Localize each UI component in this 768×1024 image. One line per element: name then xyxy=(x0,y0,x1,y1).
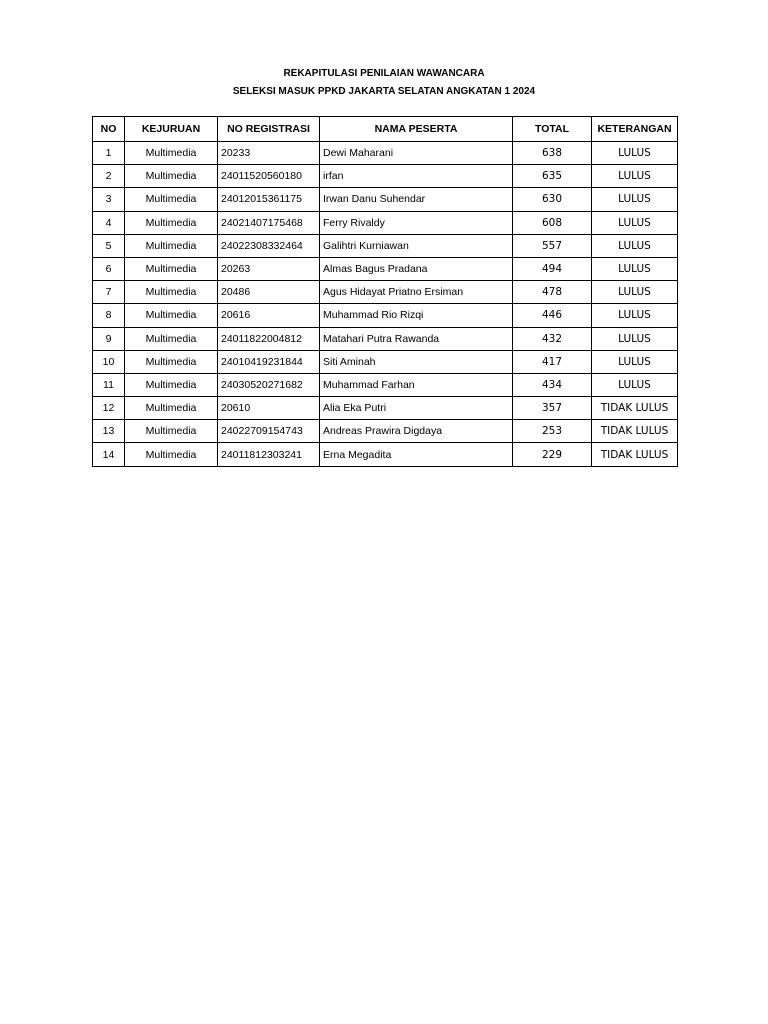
header-kejuruan: KEJURUAN xyxy=(125,117,218,142)
cell-no: 1 xyxy=(93,142,125,165)
cell-no-registrasi: 24012015361175 xyxy=(218,188,320,211)
cell-no: 5 xyxy=(93,234,125,257)
cell-kejuruan: Multimedia xyxy=(125,211,218,234)
cell-no-registrasi: 24011520560180 xyxy=(218,165,320,188)
cell-keterangan: TIDAK LULUS xyxy=(592,420,678,443)
cell-keterangan: LULUS xyxy=(592,257,678,280)
cell-keterangan: LULUS xyxy=(592,373,678,396)
cell-kejuruan: Multimedia xyxy=(125,257,218,280)
cell-no-registrasi: 24011812303241 xyxy=(218,443,320,466)
cell-no-registrasi: 24022709154743 xyxy=(218,420,320,443)
cell-nama-peserta: Agus Hidayat Priatno Ersiman xyxy=(320,281,513,304)
cell-nama-peserta: Muhammad Rio Rizqi xyxy=(320,304,513,327)
cell-total: 478 xyxy=(513,281,592,304)
cell-no: 14 xyxy=(93,443,125,466)
cell-keterangan: LULUS xyxy=(592,142,678,165)
cell-no-registrasi: 24011822004812 xyxy=(218,327,320,350)
cell-nama-peserta: Muhammad Farhan xyxy=(320,373,513,396)
header-keterangan: KETERANGAN xyxy=(592,117,678,142)
cell-total: 630 xyxy=(513,188,592,211)
cell-nama-peserta: irfan xyxy=(320,165,513,188)
cell-no: 8 xyxy=(93,304,125,327)
table-row xyxy=(93,165,678,188)
table-row xyxy=(93,211,678,234)
cell-no-registrasi: 24022308332464 xyxy=(218,234,320,257)
cell-no: 7 xyxy=(93,281,125,304)
cell-nama-peserta: Andreas Prawira Digdaya xyxy=(320,420,513,443)
cell-no-registrasi: 20486 xyxy=(218,281,320,304)
cell-nama-peserta: Ferry Rivaldy xyxy=(320,211,513,234)
cell-total: 608 xyxy=(513,211,592,234)
cell-no: 11 xyxy=(93,373,125,396)
cell-keterangan: LULUS xyxy=(592,188,678,211)
cell-no: 6 xyxy=(93,257,125,280)
cell-no: 9 xyxy=(93,327,125,350)
cell-nama-peserta: Galihtri Kurniawan xyxy=(320,234,513,257)
cell-keterangan: LULUS xyxy=(592,165,678,188)
cell-kejuruan: Multimedia xyxy=(125,350,218,373)
cell-kejuruan: Multimedia xyxy=(125,373,218,396)
cell-total: 229 xyxy=(513,443,592,466)
cell-keterangan: LULUS xyxy=(592,327,678,350)
document-subtitle: SELEKSI MASUK PPKD JAKARTA SELATAN ANGKATAN 1 2024 xyxy=(232,86,536,97)
table-row xyxy=(93,397,678,420)
table-row xyxy=(93,304,678,327)
header-nama-peserta: NAMA PESERTA xyxy=(320,117,513,142)
cell-total: 434 xyxy=(513,373,592,396)
cell-nama-peserta: Matahari Putra Rawanda xyxy=(320,327,513,350)
cell-total: 446 xyxy=(513,304,592,327)
table-row xyxy=(93,327,678,350)
cell-no-registrasi: 20610 xyxy=(218,397,320,420)
table-row xyxy=(93,420,678,443)
cell-no-registrasi: 20263 xyxy=(218,257,320,280)
table-row xyxy=(93,257,678,280)
cell-keterangan: LULUS xyxy=(592,304,678,327)
cell-total: 635 xyxy=(513,165,592,188)
table-row xyxy=(93,281,678,304)
cell-no-registrasi: 24010419231844 xyxy=(218,350,320,373)
table-row xyxy=(93,142,678,165)
header-no-registrasi: NO REGISTRASI xyxy=(218,117,320,142)
cell-no: 10 xyxy=(93,350,125,373)
cell-kejuruan: Multimedia xyxy=(125,304,218,327)
cell-kejuruan: Multimedia xyxy=(125,327,218,350)
cell-no: 2 xyxy=(93,165,125,188)
cell-keterangan: TIDAK LULUS xyxy=(592,443,678,466)
cell-kejuruan: Multimedia xyxy=(125,234,218,257)
cell-kejuruan: Multimedia xyxy=(125,188,218,211)
cell-no-registrasi: 20616 xyxy=(218,304,320,327)
cell-no: 4 xyxy=(93,211,125,234)
table-row xyxy=(93,188,678,211)
cell-total: 557 xyxy=(513,234,592,257)
header-no: NO xyxy=(93,117,125,142)
document-title: REKAPITULASI PENILAIAN WAWANCARA xyxy=(283,68,485,79)
cell-kejuruan: Multimedia xyxy=(125,443,218,466)
cell-no-registrasi: 24021407175468 xyxy=(218,211,320,234)
table-row xyxy=(93,373,678,396)
cell-total: 432 xyxy=(513,327,592,350)
table-row xyxy=(93,350,678,373)
cell-nama-peserta: Irwan Danu Suhendar xyxy=(320,188,513,211)
cell-nama-peserta: Alia Eka Putri xyxy=(320,397,513,420)
recap-table xyxy=(92,116,678,467)
cell-nama-peserta: Dewi Maharani xyxy=(320,142,513,165)
table-row xyxy=(93,234,678,257)
header-total: TOTAL xyxy=(513,117,592,142)
cell-total: 357 xyxy=(513,397,592,420)
cell-no: 12 xyxy=(93,397,125,420)
cell-kejuruan: Multimedia xyxy=(125,397,218,420)
cell-total: 638 xyxy=(513,142,592,165)
cell-kejuruan: Multimedia xyxy=(125,420,218,443)
cell-kejuruan: Multimedia xyxy=(125,165,218,188)
cell-nama-peserta: Almas Bagus Pradana xyxy=(320,257,513,280)
cell-total: 417 xyxy=(513,350,592,373)
cell-keterangan: LULUS xyxy=(592,234,678,257)
cell-nama-peserta: Erna Megadita xyxy=(320,443,513,466)
cell-keterangan: TIDAK LULUS xyxy=(592,397,678,420)
cell-no: 3 xyxy=(93,188,125,211)
cell-keterangan: LULUS xyxy=(592,281,678,304)
cell-no: 13 xyxy=(93,420,125,443)
cell-kejuruan: Multimedia xyxy=(125,142,218,165)
cell-keterangan: LULUS xyxy=(592,211,678,234)
cell-total: 253 xyxy=(513,420,592,443)
table-header-row xyxy=(93,117,678,142)
table-row xyxy=(93,443,678,466)
cell-total: 494 xyxy=(513,257,592,280)
cell-no-registrasi: 24030520271682 xyxy=(218,373,320,396)
cell-no-registrasi: 20233 xyxy=(218,142,320,165)
cell-keterangan: LULUS xyxy=(592,350,678,373)
cell-nama-peserta: Siti Aminah xyxy=(320,350,513,373)
cell-kejuruan: Multimedia xyxy=(125,281,218,304)
